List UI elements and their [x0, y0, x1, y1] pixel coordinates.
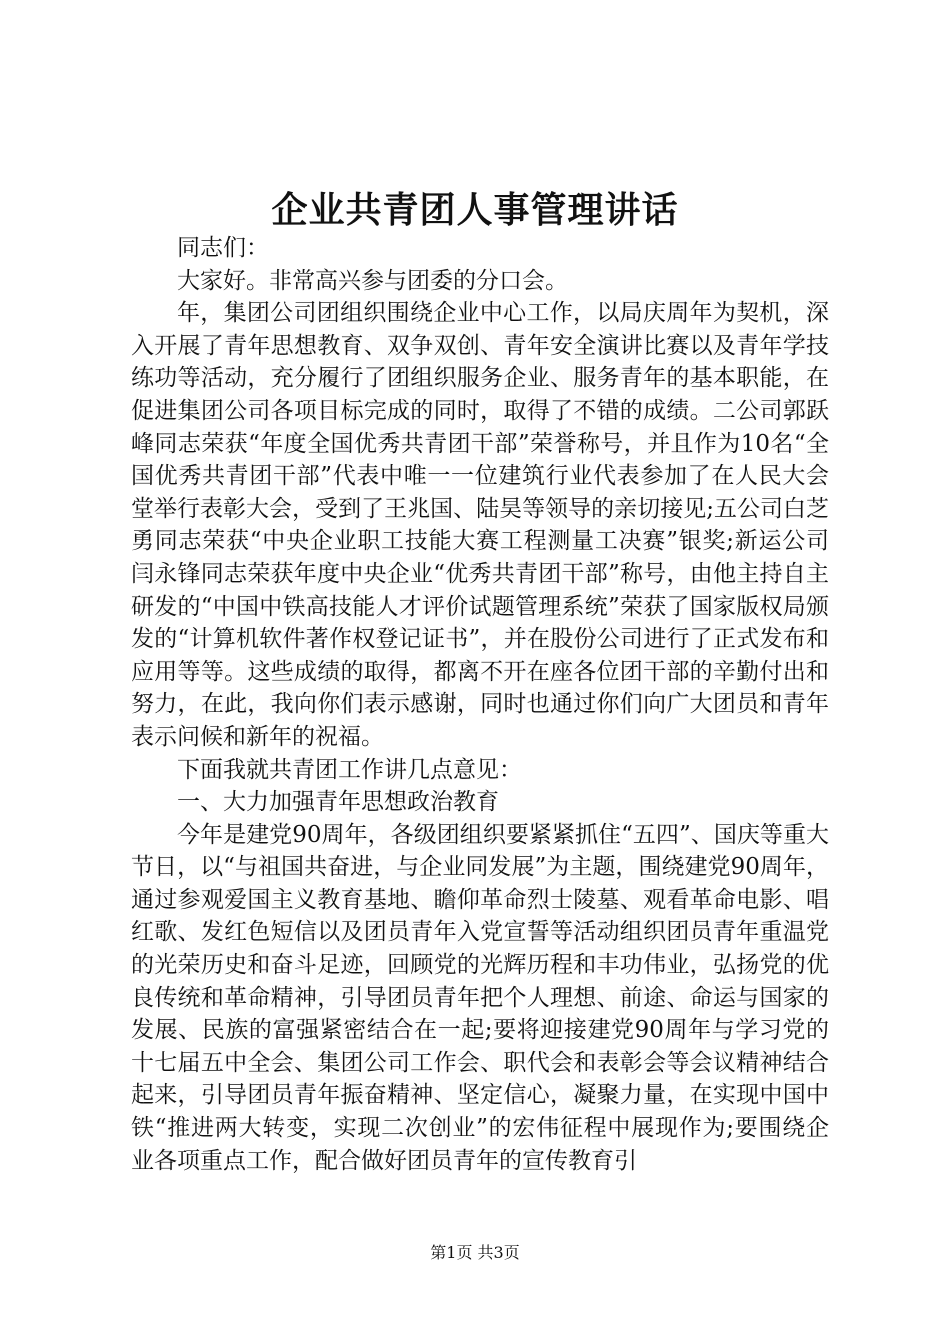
document-body	[131, 232, 829, 1177]
section-heading-1: 一、大力加强青年思想政治教育	[177, 789, 499, 816]
paragraph-greeting: 大家好。非常高兴参与团委的分口会。	[177, 267, 568, 294]
paragraph-salutation: 同志们：	[177, 235, 269, 261]
page-title: 企业共青团人事管理讲话	[271, 189, 679, 231]
paragraph-section-1: 今年是建党90周年，各级团组织要紧紧抓住“五四”、国庆等重大节日，以“与祖国共奋进，与企业同发展”为主题，围绕建党90周年，通过参观爱国主义教育基地、瞻仰革命烈士陵墓、观看革命电影、唱红歌、发红色短信以及团员青年入党宣誓等活动组织团员青年重温党的光荣历史和奋斗足迹，回顾党的光辉历程和丰功伟业，弘扬党的优良传统和革命精神，引导团员青年把个人理想、前途、命运与国家的发展、民族的富强紧密结合在一起;要将迎接建党90周年与学习党的十七届五中全会、集团公司工作会、职代会和表彰会等会议精神结合起来，引导团员青年振奋精神、坚定信心，凝聚力量，在实现中国中铁“推进两大转变，实现二次创业”的宏伟征程中展现作为;要围绕企业各项重点工作，配合做好团员青年的宣传教育引	[131, 821, 829, 1174]
paragraph-achievements: 年，集团公司团组织围绕企业中心工作，以局庆周年为契机，深入开展了青年思想教育、双争双创、青年安全演讲比赛以及青年学技练功等活动，充分履行了团组织服务企业、服务青年的基本职能，在促进集团公司各项目标完成的同时，取得了不错的成绩。二公司郭跃峰同志荣获“年度全国优秀共青团干部”荣誉称号，并且作为10名“全国优秀共青团干部”代表中唯一一位建筑行业代表参加了在人民大会堂举行表彰大会，受到了王兆国、陆昊等领导的亲切接见;五公司白芝勇同志荣获“中央企业职工技能大赛工程测量工决赛”银奖;新运公司闫永锋同志荣获年度中央企业“优秀共青团干部”称号，由他主持自主研发的“中国中铁高技能人才评价试题管理系统”荣获了国家版权局颁发的“计算机软件著作权登记证书”，并在股份公司进行了正式发布和应用等等。这些成绩的取得，都离不开在座各位团干部的辛勤付出和努力，在此，我向你们表示感谢，同时也通过你们向广大团员和青年表示问候和新年的祝福。	[131, 300, 829, 750]
page-footer: 第1页 共3页	[430, 1243, 520, 1262]
paragraph-intro-points: 下面我就共青团工作讲几点意见：	[177, 756, 522, 783]
